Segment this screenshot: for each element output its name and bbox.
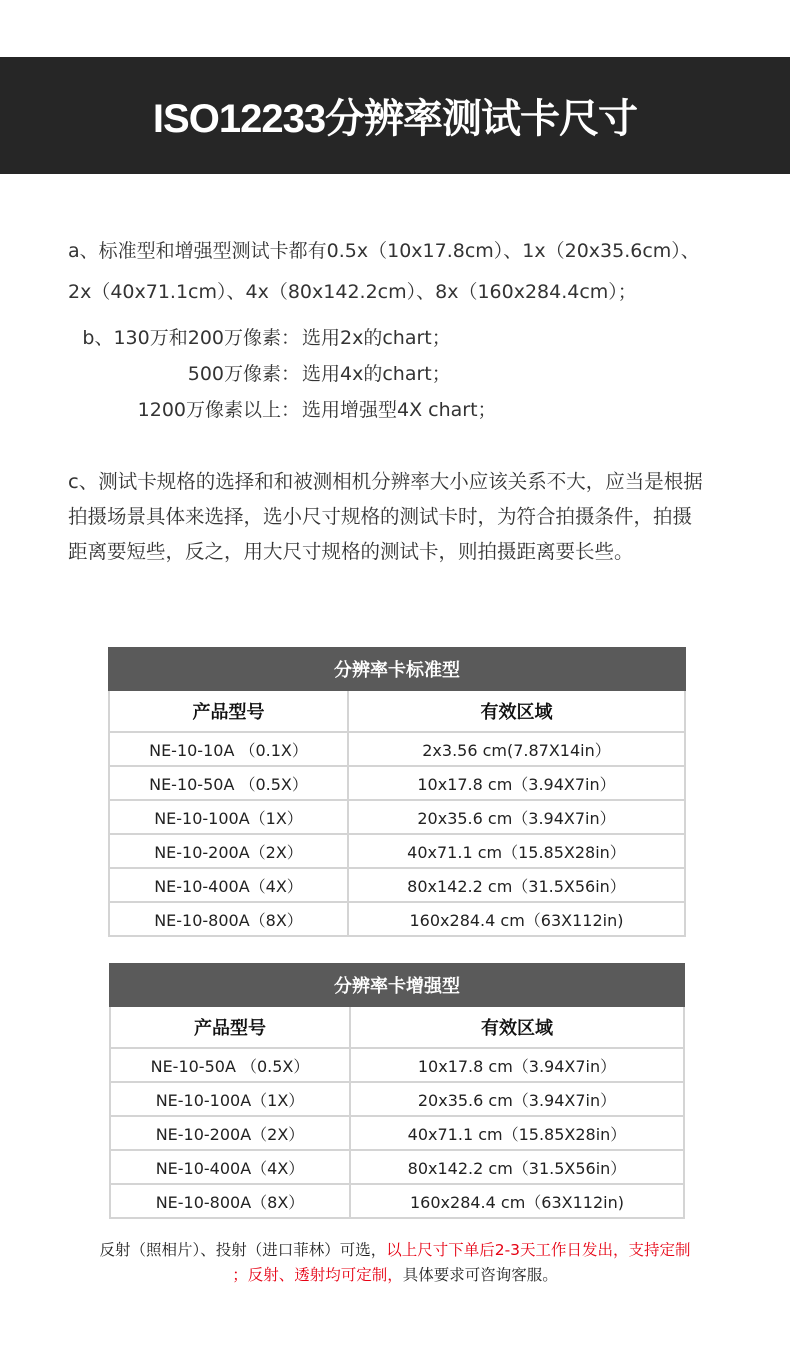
model-cell: NE-10-800A（8X） <box>109 902 348 936</box>
paragraph-b-label-2: 500万像素： <box>187 363 300 385</box>
table-caption: 分辨率卡标准型 <box>109 648 685 690</box>
model-cell: NE-10-200A（2X） <box>110 1116 350 1150</box>
enhanced-spec-table <box>109 963 685 1219</box>
footer-note-plain: 反射（照相片）、投射（进口菲林）可选， <box>99 1241 387 1259</box>
table-row <box>110 1150 684 1184</box>
table-row <box>109 732 685 766</box>
footer-note-plain: 具体要求可咨询客服。 <box>402 1266 558 1284</box>
table-row <box>110 1116 684 1150</box>
model-cell: NE-10-50A （0.5X） <box>109 766 348 800</box>
model-cell: NE-10-400A（4X） <box>109 868 348 902</box>
paragraph-b-value-3: 选用增强型4X chart； <box>302 399 497 421</box>
model-cell: NE-10-100A（1X） <box>109 800 348 834</box>
table-row <box>109 766 685 800</box>
model-cell: NE-10-50A （0.5X） <box>110 1048 350 1082</box>
table-row <box>110 1184 684 1218</box>
footer-note-highlight: ；反射、透射均可定制， <box>232 1266 403 1284</box>
area-cell: 160x284.4 cm（63X112in) <box>348 902 685 936</box>
paragraph-b-value-2: 选用4x的chart； <box>302 363 451 385</box>
paragraph-a-line-2: 2x（40x71.1cm）、4x（80x142.2cm）、8x（160x284.4cm）； <box>68 281 637 303</box>
area-cell: 80x142.2 cm（31.5X56in） <box>350 1150 684 1184</box>
table-row <box>109 834 685 868</box>
table-row <box>109 800 685 834</box>
paragraph-c-line-2: 拍摄场景具体来选择，选小尺寸规格的测试卡时，为符合拍摄条件，拍摄 <box>68 505 693 528</box>
table-row <box>110 1048 684 1082</box>
table-row <box>109 902 685 936</box>
paragraph-b-value-1: 选用2x的chart； <box>302 327 451 349</box>
area-cell: 80x142.2 cm（31.5X56in） <box>348 868 685 902</box>
model-cell: NE-10-400A（4X） <box>110 1150 350 1184</box>
area-cell: 40x71.1 cm（15.85X28in） <box>350 1116 684 1150</box>
paragraph-c-line-1: c、测试卡规格的选择和和被测相机分辨率大小应该关系不大，应当是根据 <box>68 470 703 493</box>
page-title: ISO12233分辨率测试卡尺寸 <box>152 97 638 141</box>
area-cell: 10x17.8 cm（3.94X7in） <box>350 1048 684 1082</box>
area-cell: 2x3.56 cm(7.87X14in） <box>348 732 685 766</box>
footer-note-line-2 <box>0 1263 790 1285</box>
model-cell: NE-10-10A （0.1X） <box>109 732 348 766</box>
paragraph-b-label-1: b、130万和200万像素： <box>82 327 300 349</box>
paragraph-b-line-2 <box>0 359 790 389</box>
paragraph-c-line-3: 距离要短些，反之，用大尺寸规格的测试卡，则拍摄距离要长些。 <box>68 540 634 563</box>
paragraph-b-line-1 <box>0 323 790 353</box>
column-header-model: 产品型号 <box>110 1006 350 1048</box>
model-cell: NE-10-800A（8X） <box>110 1184 350 1218</box>
model-cell: NE-10-100A（1X） <box>110 1082 350 1116</box>
area-cell: 20x35.6 cm（3.94X7in） <box>350 1082 684 1116</box>
model-cell: NE-10-200A（2X） <box>109 834 348 868</box>
title-banner <box>0 57 790 174</box>
area-cell: 10x17.8 cm（3.94X7in） <box>348 766 685 800</box>
paragraph-a <box>68 231 700 313</box>
paragraph-a-line-1: a、标准型和增强型测试卡都有0.5x（10x17.8cm）、1x（20x35.6cm）、 <box>68 240 700 262</box>
standard-spec-table <box>108 647 686 937</box>
table-row <box>110 1082 684 1116</box>
paragraph-b-label-3: 1200万像素以上： <box>137 399 300 421</box>
area-cell: 20x35.6 cm（3.94X7in） <box>348 800 685 834</box>
paragraph-c <box>68 464 703 569</box>
column-header-area: 有效区域 <box>350 1006 684 1048</box>
area-cell: 40x71.1 cm（15.85X28in） <box>348 834 685 868</box>
column-header-model: 产品型号 <box>109 690 348 732</box>
footer-note-highlight: 以上尺寸下单后2-3天工作日发出，支持定制 <box>386 1241 691 1259</box>
paragraph-b-line-3 <box>0 395 790 425</box>
table-row <box>109 868 685 902</box>
table-caption: 分辨率卡增强型 <box>110 964 684 1006</box>
column-header-area: 有效区域 <box>348 690 685 732</box>
footer-note-line-1 <box>0 1238 790 1260</box>
area-cell: 160x284.4 cm（63X112in) <box>350 1184 684 1218</box>
